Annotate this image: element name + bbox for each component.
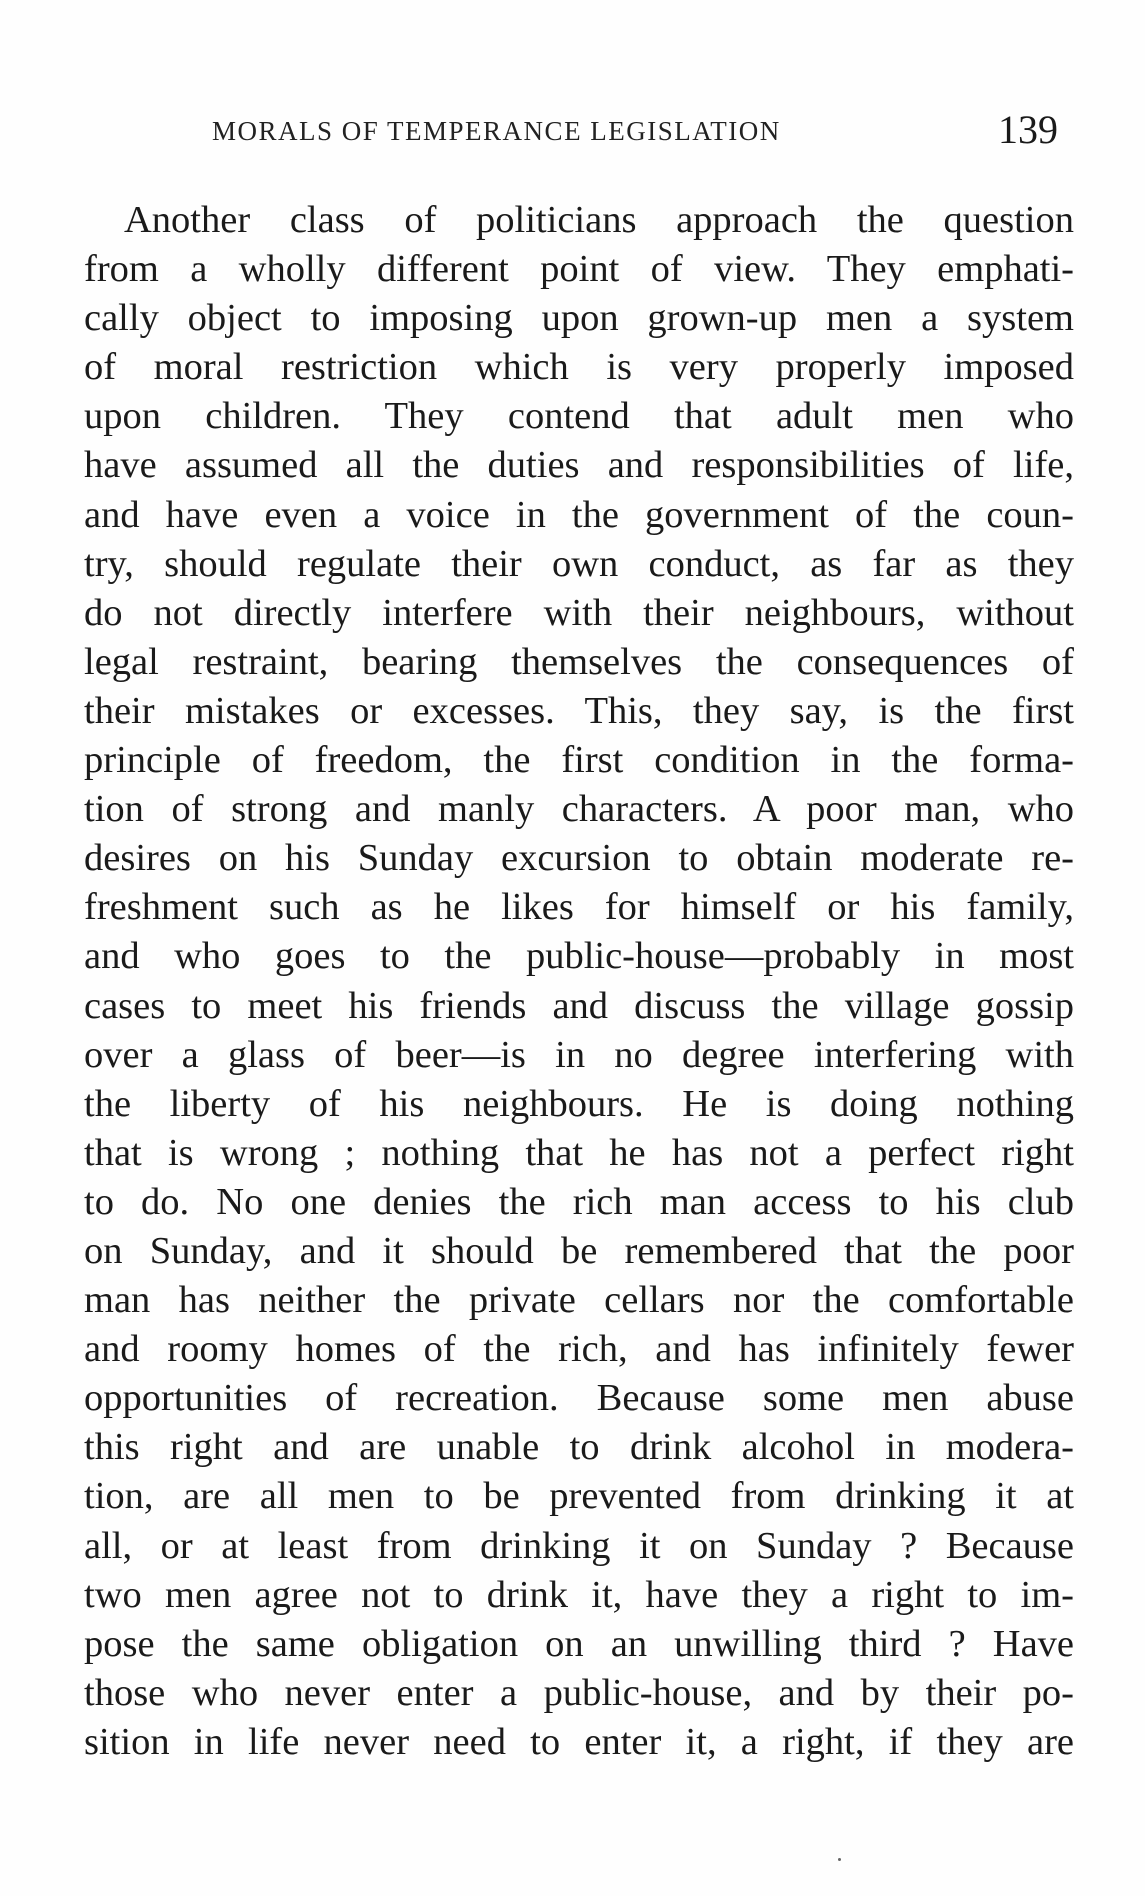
text-line: of moral restriction which is very properly imposed bbox=[84, 346, 1074, 389]
text-line: and who goes to the public-house—probably in most bbox=[84, 935, 1074, 978]
text-line: that is wrong ; nothing that he has not a perfect right bbox=[84, 1131, 1074, 1174]
text-line: and roomy homes of the rich, and has infinitely fewer bbox=[84, 1328, 1074, 1371]
text-line: Another class of politicians approach the question bbox=[124, 199, 1074, 241]
running-head bbox=[84, 106, 1072, 156]
text-line: upon children. They contend that adult men who bbox=[84, 395, 1074, 438]
text-line: and have even a voice in the government of the coun- bbox=[84, 493, 1074, 536]
text-line: opportunities of recreation. Because some men abuse bbox=[84, 1377, 1074, 1420]
text-line: cally object to imposing upon grown-up men a system bbox=[84, 297, 1074, 340]
text-line: principle of freedom, the first condition in the forma- bbox=[84, 739, 1074, 782]
print-speck bbox=[838, 1858, 841, 1861]
text-line: tion, are all men to be prevented from drinking it at bbox=[84, 1475, 1074, 1518]
text-line: those who never enter a public-house, and by their po- bbox=[84, 1671, 1074, 1714]
text-line: desires on his Sunday excursion to obtain moderate re- bbox=[84, 837, 1074, 880]
text-line: on Sunday, and it should be remembered that the poor bbox=[84, 1229, 1074, 1272]
running-title: MORALS OF TEMPERANCE LEGISLATION bbox=[212, 116, 781, 146]
text-line: the liberty of his neighbours. He is doing nothing bbox=[84, 1082, 1074, 1125]
text-line: try, should regulate their own conduct, as far as they bbox=[84, 542, 1074, 585]
text-line: tion of strong and manly characters. A poor man, who bbox=[84, 788, 1074, 831]
text-line: two men agree not to drink it, have they a right to im- bbox=[84, 1573, 1074, 1616]
text-line: freshment such as he likes for himself or his family, bbox=[84, 886, 1074, 929]
text-line: over a glass of beer—is in no degree interfering with bbox=[84, 1033, 1074, 1076]
text-line: all, or at least from drinking it on Sunday ? Because bbox=[84, 1524, 1074, 1567]
page-number: 139 bbox=[998, 107, 1058, 152]
text-line: man has neither the private cellars nor the comfortable bbox=[84, 1279, 1074, 1322]
text-line: have assumed all the duties and responsibilities of life, bbox=[84, 444, 1074, 487]
text-line: legal restraint, bearing themselves the consequences of bbox=[84, 640, 1074, 683]
text-line: cases to meet his friends and discuss the village gossip bbox=[84, 984, 1074, 1027]
text-line: sition in life never need to enter it, a right, if they are bbox=[84, 1720, 1074, 1763]
body-paragraph bbox=[84, 196, 1074, 1767]
text-line: do not directly interfere with their neighbours, without bbox=[84, 591, 1074, 634]
text-line: their mistakes or excesses. This, they say, is the first bbox=[84, 689, 1074, 732]
text-line: to do. No one denies the rich man access to his club bbox=[84, 1180, 1074, 1223]
text-line: from a wholly different point of view. They emphati- bbox=[84, 248, 1074, 291]
text-line: pose the same obligation on an unwilling third ? Have bbox=[84, 1622, 1074, 1665]
text-line: this right and are unable to drink alcohol in modera- bbox=[84, 1426, 1074, 1469]
